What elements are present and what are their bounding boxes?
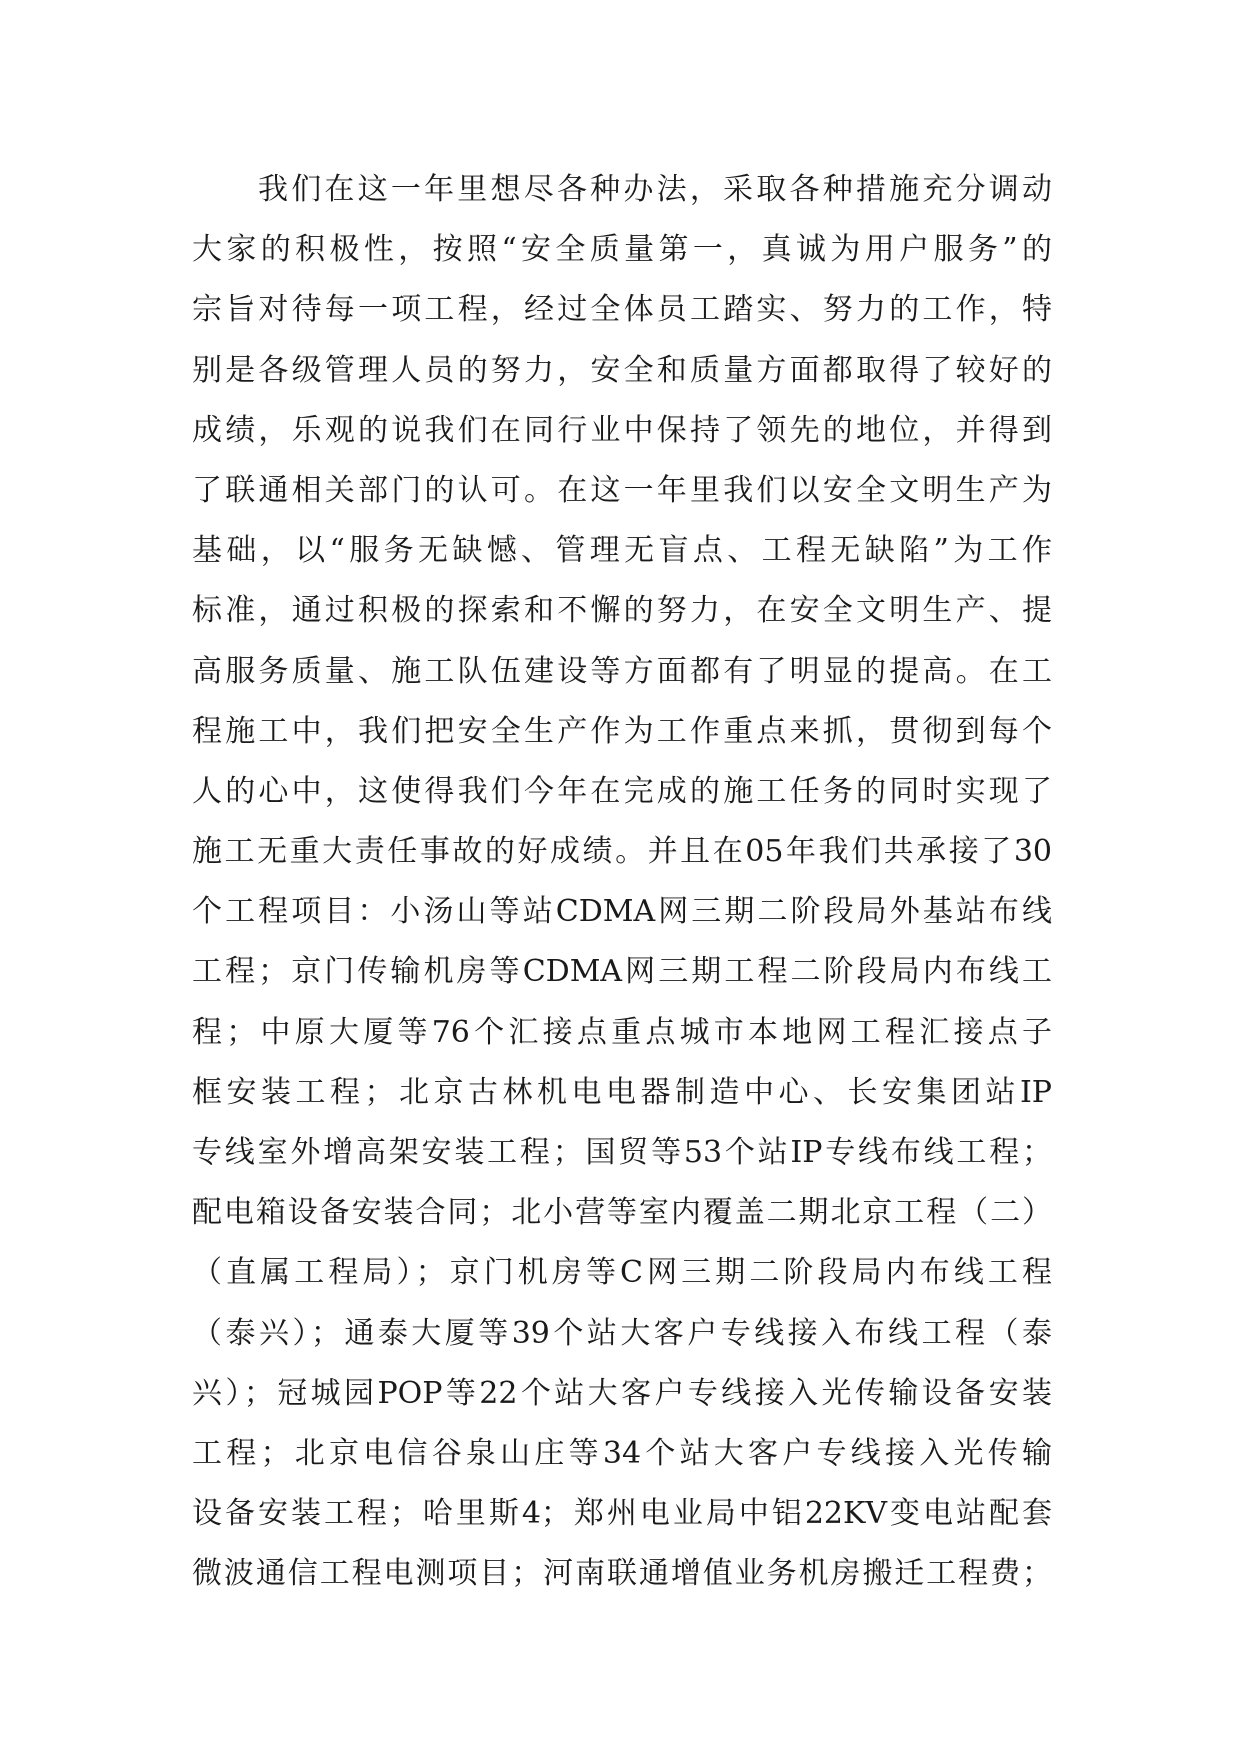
text-line: 工程；京门传输机房等CDMA网三期工程二阶段局内布线工 (192, 954, 1052, 990)
text-line: 基础，以“服务无缺憾、管理无盲点、工程无缺陷”为工作 (192, 533, 1052, 569)
text-line: 个工程项目：小汤山等站CDMA网三期二阶段局外基站布线 (192, 894, 1052, 930)
text-line: 配电箱设备安装合同；北小营等室内覆盖二期北京工程（二） (192, 1195, 1052, 1231)
text-line: 微波通信工程电测项目；河南联通增值业务机房搬迁工程费； (192, 1556, 1052, 1592)
text-line: 专线室外增高架安装工程；国贸等53个站IP专线布线工程； (192, 1135, 1052, 1170)
text-line: （泰兴）；通泰大厦等39个站大客户专线接入布线工程（泰 (192, 1315, 1052, 1351)
text-line: 大家的积极性，按照“安全质量第一，真诚为用户服务”的 (192, 232, 1052, 268)
text-line: （直属工程局）；京门机房等C网三期二阶段局内布线工程 (192, 1255, 1052, 1291)
body-paragraph (192, 160, 1052, 1605)
text-line: 兴）；冠城园POP等22个站大客户专线接入光传输设备安装 (192, 1375, 1052, 1411)
text-line: 程；中原大厦等76个汇接点重点城市本地网工程汇接点子 (192, 1014, 1052, 1050)
text-line: 了联通相关部门的认可。在这一年里我们以安全文明生产为 (192, 472, 1052, 508)
text-line: 设备安装工程；哈里斯4；郑州电业局中铝22KV变电站配套 (192, 1496, 1052, 1532)
text-line: 别是各级管理人员的努力，安全和质量方面都取得了较好的 (192, 352, 1052, 388)
text-line: 高服务质量、施工队伍建设等方面都有了明显的提高。在工 (192, 653, 1052, 689)
text-line: 施工无重大责任事故的好成绩。并且在05年我们共承接了30 (192, 834, 1052, 870)
text-line: 人的心中，这使得我们今年在完成的施工任务的同时实现了 (192, 773, 1052, 809)
text-line: 我们在这一年里想尽各种办法，采取各种措施充分调动 (258, 172, 1052, 207)
text-line: 标准，通过积极的探索和不懈的努力，在安全文明生产、提 (192, 593, 1052, 629)
text-line: 宗旨对待每一项工程，经过全体员工踏实、努力的工作，特 (192, 292, 1052, 328)
text-line: 工程；北京电信谷泉山庄等34个站大客户专线接入光传输 (192, 1435, 1052, 1471)
text-line: 程施工中，我们把安全生产作为工作重点来抓，贯彻到每个 (192, 713, 1052, 749)
text-line: 成绩，乐观的说我们在同行业中保持了领先的地位，并得到 (192, 412, 1052, 448)
text-line: 框安装工程；北京古林机电电器制造中心、长安集团站IP (192, 1074, 1052, 1110)
